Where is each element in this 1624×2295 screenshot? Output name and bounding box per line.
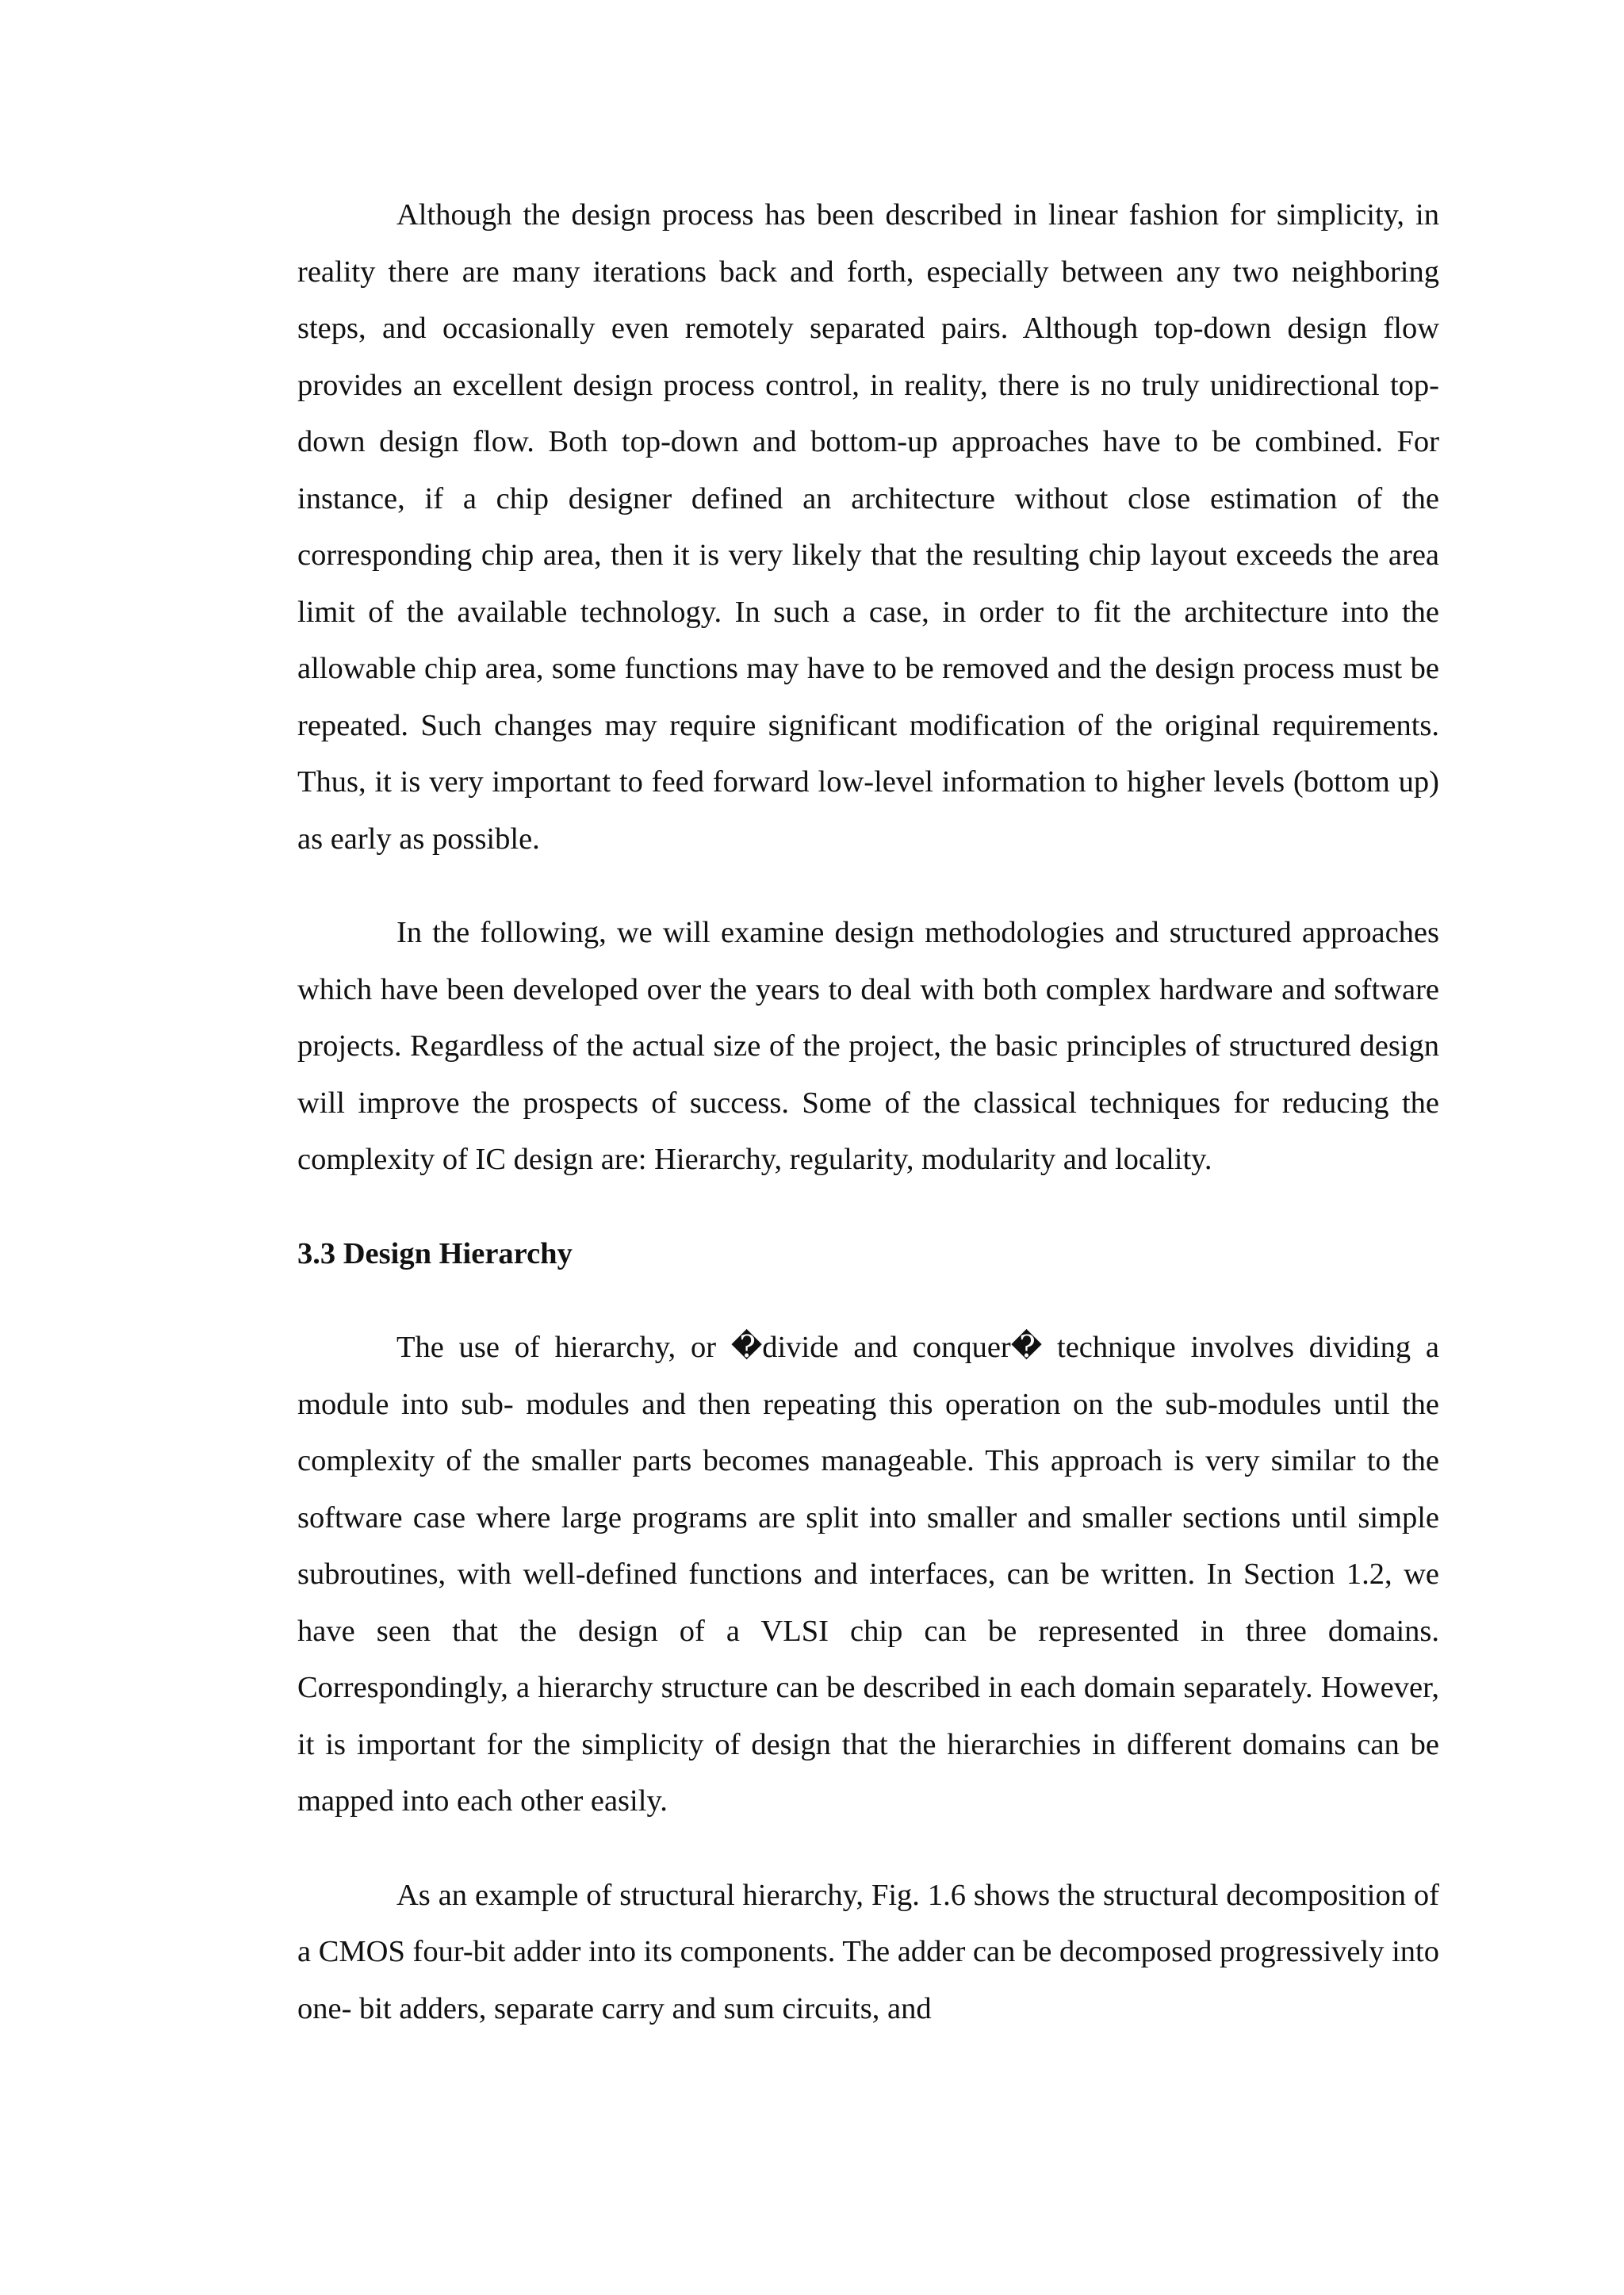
paragraph-design-iterations: Although the design process has been described in linear fashion for simplicity, in reality there are many iterations back and forth, especially between any two neighboring steps, and occasionally even remotely separated pairs. Although top-down design flow provides an excellent design process control, in reality, there is no truly unidirectional top-down design flow. Both top-down and bottom-up approaches have to be combined. For instance, if a chip designer defined an architecture without close estimation of the corresponding chip area, then it is very likely that the resulting chip layout exceeds the area limit of the available technology. In such a case, in order to fit the architecture into the allowable chip area, some functions may have to be removed and the design process must be repeated. Such changes may require significant modification of the original requirements. Thus, it is very important to feed forward low-level information to higher levels (bottom up) as early as possible. [297,198,1439,856]
section-heading-design-hierarchy: 3.3 Design Hierarchy [297,1236,573,1270]
page-content [297,187,1439,2037]
paragraph-hierarchy-definition: The use of hierarchy, or �divide and conquer� technique involves dividing a module into sub- modules and then repeating this operation on the sub-modules until the complexity of the smaller parts becomes manageable. This approach is very similar to the software case where large programs are split into smaller and smaller sections until simple subroutines, with well-defined functions and interfaces, can be written. In Section 1.2, we have seen that the design of a VLSI chip can be represented in three domains. Correspondingly, a hierarchy structure can be described in each domain separately. However, it is important for the simplicity of design that the hierarchies in different domains can be mapped into each other easily. [297,1331,1439,1818]
paragraph-structural-hierarchy-example: As an example of structural hierarchy, Fig. 1.6 shows the structural decomposition of a CMOS four-bit adder into its components. The adder can be decomposed progressively into one- bit adders, separate carry and sum circuits, and [297,1878,1439,2025]
paragraph-design-methodologies: In the following, we will examine design methodologies and structured approaches which have been developed over the years to deal with both complex hardware and software projects. Regardless of the actual size of the project, the basic principles of structured design will improve the prospects of success. Some of the classical techniques for reducing the complexity of IC design are: Hierarchy, regularity, modularity and locality. [297,916,1439,1176]
